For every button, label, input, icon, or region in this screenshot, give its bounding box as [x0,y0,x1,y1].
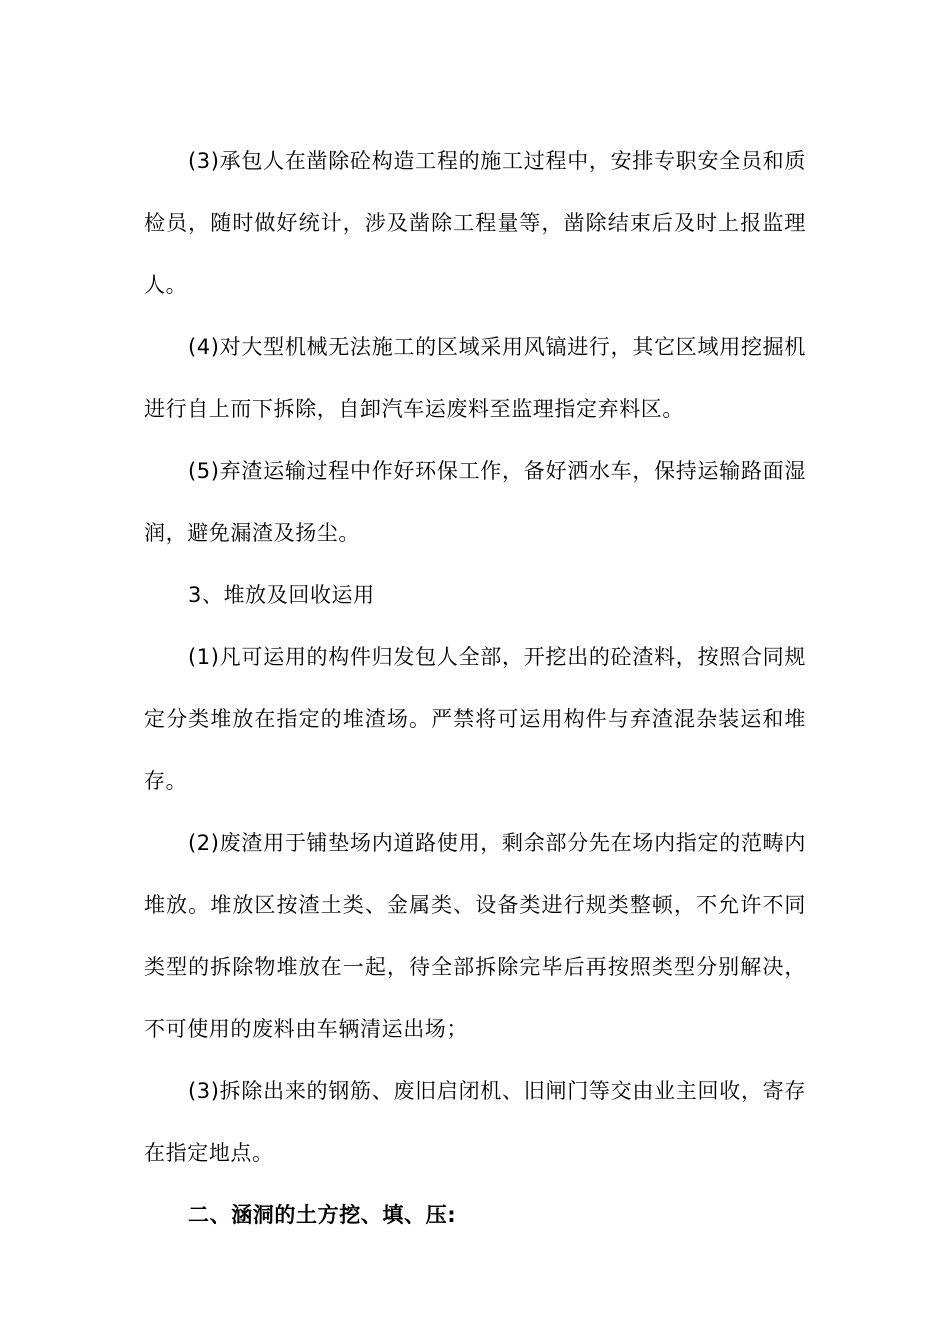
paragraph-3-demolition-supervision: (3)承包人在凿除砼构造工程的施工过程中，安排专职安全员和质检员，随时做好统计，涉及凿除工程量等，凿除结束后及时上报监理人。 [144,149,806,297]
section-heading-culvert-earthwork: 二、涵洞的土方挖、填、压: [188,1203,457,1227]
paragraph-5-waste-transport: (5)弃渣运输过程中作好环保工作，备好洒水车，保持运输路面湿润，避免漏渣及扬尘。 [144,459,806,545]
paragraph-1-reusable-components: (1)凡可运用的构件归发包人全部，开挖出的砼渣料，按照合同规定分类堆放在指定的堆渣场。严禁将可运用构件与弃渣混杂装运和堆存。 [144,645,806,793]
section-3-stacking-recycling: 3、堆放及回收运用 [188,583,375,607]
document-body [144,130,806,1246]
paragraph-2-waste-stacking: (2)废渣用于铺垫场内道路使用，剩余部分先在场内指定的范畴内堆放。堆放区按渣土类、金属类、设备类进行规类整顿，不允许不同类型的拆除物堆放在一起，待全部拆除完毕后再按照类型分别解决，不可使用的废料由车辆清运出场； [144,831,806,1041]
paragraph-4-mechanical-demolition: (4)对大型机械无法施工的区域采用风镐进行，其它区域用挖掘机进行自上而下拆除，自卸汽车运废料至监理指定弃料区。 [144,335,806,421]
paragraph-3-recycling-handover: (3)拆除出来的钢筋、废旧启闭机、旧闸门等交由业主回收，寄存在指定地点。 [144,1079,806,1165]
